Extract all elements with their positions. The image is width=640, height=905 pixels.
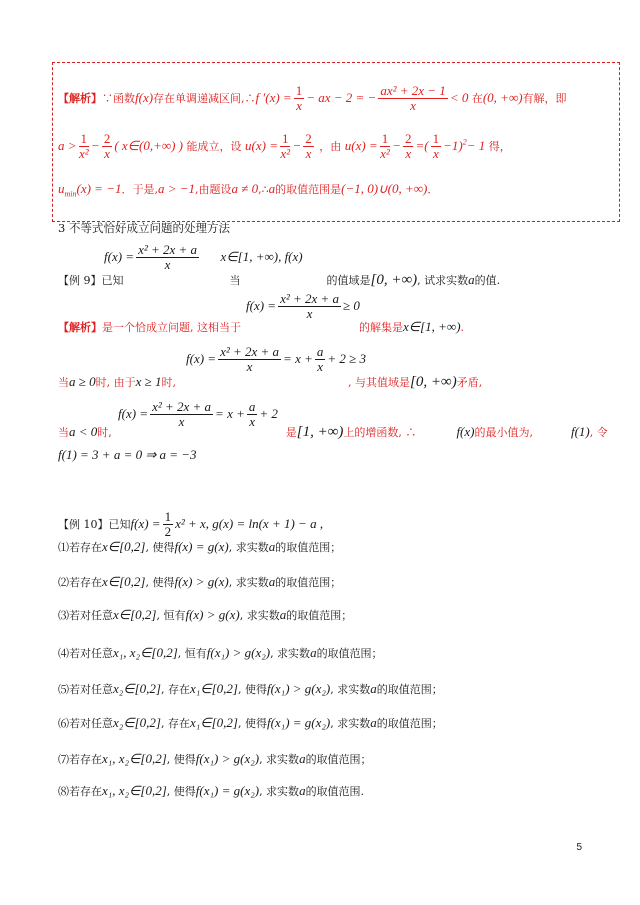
solution-9-final: f(1) = 3 + a = 0 ⇒ a = −3 [58, 447, 197, 462]
math-expr: + 2 ≥ 3 [327, 350, 367, 366]
analysis-text: 矛盾, [456, 376, 483, 389]
example-text: 的值域是 [326, 274, 371, 287]
analysis-text: ,∴ [258, 183, 269, 196]
math-a: a [370, 681, 377, 696]
math-expr: u(x) = [344, 137, 378, 153]
math-expr: f(1) [570, 424, 590, 439]
math-a: a [268, 181, 276, 196]
item-text: , 求实数 [270, 647, 311, 660]
math-interval: [1, +∞) [296, 424, 344, 440]
item-text: , 存在 [160, 683, 190, 696]
fraction: $\frac{2}{x}$ [404, 131, 412, 162]
analysis-tag: 【解析】 [58, 321, 102, 334]
solution-9-case2 [58, 424, 608, 441]
math-expr: = x + [283, 350, 313, 366]
math-cond: x₁∈[0,2] [189, 715, 238, 730]
solution-9-case1-eq [186, 345, 366, 375]
frac-num: x² + 2x + a [280, 291, 340, 306]
math-rel: f(x) = g(x) [174, 539, 229, 554]
analysis-text: 有解，即 [522, 91, 567, 105]
math-cond: x₁, x₂∈[0,2] [102, 783, 167, 798]
item-text: 的取值范围； [316, 647, 383, 660]
math-expr: − [91, 137, 100, 153]
math-rel: f(x₁) = g(x₂) [195, 783, 260, 798]
math-a: a [299, 783, 306, 798]
analysis-text: ∵函数 [102, 91, 135, 105]
math-expr: f(x) = [186, 350, 217, 366]
frac-den: x [178, 414, 185, 430]
item-text: , 使得 [166, 753, 196, 766]
math-expr: < 0 [449, 89, 469, 105]
item-text: ⑺若存在 [58, 753, 102, 766]
item-text: ⑴若存在 [58, 541, 102, 554]
list-item [58, 540, 341, 555]
analysis-text: ． [427, 183, 439, 196]
item-text: 的取值范围； [275, 541, 342, 554]
math-a: a [268, 539, 276, 554]
frac-num: ax² + 2x − 1 [380, 83, 446, 98]
frac-den: x [164, 257, 171, 273]
analysis-text: ,由题设 [195, 183, 232, 196]
list-item [58, 784, 364, 799]
math-cond: x∈[0,2] [113, 607, 157, 622]
frac-num: x² + 2x + a [152, 399, 212, 414]
item-text: 的取值范围； [376, 717, 443, 730]
frac-num: x² + 2x + a [138, 242, 198, 257]
analysis-text: 能成立，设 [186, 139, 242, 153]
list-item [58, 646, 383, 661]
fraction: $\frac{1}{x}$ [295, 83, 303, 114]
math-f: f(x) [135, 89, 154, 105]
item-text: , 求实数 [228, 576, 269, 589]
analysis-text: , 令 [589, 426, 608, 439]
math-u: u [58, 181, 65, 196]
frac-den: x [246, 359, 253, 375]
fraction: $\frac{1}{\text{x²}}$ [280, 131, 291, 162]
analysis-text: 存在单调递减区间,∴ [153, 91, 256, 105]
fraction: $\frac{a}{x}$ [316, 344, 324, 375]
item-text: ⑵若存在 [58, 576, 102, 589]
analysis-text: 在 [471, 91, 483, 105]
list-item [58, 608, 352, 623]
analysis-tag: 【解析】 [58, 91, 102, 105]
example-tag: 【例 9】已知 [58, 274, 124, 287]
math-expr: , g(x) = ln(x + 1) − a , [205, 515, 324, 531]
frac-num: x² + 2x + a [220, 344, 280, 359]
math-rel: f(x) > g(x) [185, 607, 240, 622]
math-sub: min [64, 189, 77, 199]
item-text: , 求实数 [228, 541, 269, 554]
analysis-text: 时, [161, 376, 177, 389]
math-expr: a ≠ 0 [231, 181, 259, 196]
analysis-line-1 [58, 84, 567, 114]
example-text: 当 [229, 274, 241, 287]
item-text: , 使得 [237, 717, 267, 730]
math-expr: = [415, 137, 425, 153]
analysis-text: 时, [97, 426, 112, 439]
fraction [378, 84, 447, 114]
math-expr: − ax − 2 = − [306, 89, 377, 105]
math-interval: (0, +∞) [482, 89, 523, 105]
item-text: , 求实数 [239, 609, 280, 622]
math-rel: f(x₁) = g(x₂) [266, 715, 331, 730]
math-expr: (x) = −1 [76, 181, 122, 196]
math-expr: = x + [215, 405, 245, 421]
item-text: 的取值范围； [286, 609, 353, 622]
item-text: , 恒有 [177, 647, 207, 660]
math-a: a [268, 574, 276, 589]
analysis-text: 的取值范围是 [275, 183, 342, 196]
math-rel: f(x₁) > g(x₂) [206, 645, 271, 660]
math-rel: f(x₁) > g(x₂) [266, 681, 331, 696]
analysis-text: ．于是, [121, 183, 158, 196]
fraction: $\frac{2}{x}$ [103, 131, 111, 162]
example-9-def [58, 243, 303, 273]
solution-9-ineq [246, 292, 360, 322]
math-expr: − 1 [466, 137, 486, 153]
analysis-line-3 [58, 182, 438, 199]
math-cond: x₁, x₂∈[0,2] [102, 751, 167, 766]
analysis-text: 是 [285, 426, 297, 439]
math-a: a [370, 715, 377, 730]
math-cond: x₂∈[0,2] [113, 681, 161, 696]
math-rel: f(x₁) > g(x₂) [195, 751, 260, 766]
item-text: 的取值范围； [275, 576, 342, 589]
frac-den: x [410, 98, 416, 114]
math-expr: ≥ 0 [343, 297, 360, 313]
fraction: $\frac{1}{2}$ [164, 509, 172, 540]
math-cond: x₁∈[0,2] [189, 681, 238, 696]
analysis-text: . [460, 321, 465, 334]
page-number: 5 [576, 842, 582, 853]
item-text: , 恒有 [156, 609, 186, 622]
item-text: ⑻若存在 [58, 785, 102, 798]
math-a: a [468, 272, 475, 287]
example-9-line [58, 272, 500, 289]
item-text: , 求实数 [259, 753, 300, 766]
math-a: a [310, 645, 317, 660]
math-a: a [299, 751, 306, 766]
math-expr: f(x) = [118, 405, 149, 421]
fraction: $\frac{1}{x}$ [432, 131, 440, 162]
item-text: ⑶若对任意 [58, 609, 113, 622]
math-range: [0, +∞) [370, 272, 418, 288]
item-text: ⑹若对任意 [58, 717, 113, 730]
math-expr: + 2 [259, 405, 278, 421]
analysis-text: 的解集是 [359, 321, 403, 334]
item-text: , 求实数 [259, 785, 300, 798]
analysis-text: 是一个恰成立问题, 这相当于 [102, 321, 241, 334]
list-item [58, 575, 341, 590]
analysis-text: 得， [488, 139, 511, 153]
item-text: 的取值范围； [376, 683, 443, 696]
item-text: , 使得 [145, 576, 175, 589]
solution-9-line-1 [58, 320, 464, 335]
fraction [278, 292, 341, 322]
fraction [218, 345, 281, 375]
math-range: (−1, 0)∪(0, +∞) [341, 181, 428, 196]
list-item [58, 752, 372, 767]
list-item [58, 682, 443, 697]
math-domain: x∈[1, +∞), f(x) [220, 248, 303, 264]
fraction: $\frac{a}{x}$ [248, 399, 256, 430]
math-cond: x∈[0,2] [102, 574, 146, 589]
analysis-text: 上的增函数, ∴ [343, 426, 417, 439]
analysis-text: 的最小值为, [474, 426, 533, 439]
item-text: , 求实数 [330, 683, 371, 696]
analysis-text: ，由 [319, 139, 342, 153]
analysis-text: 当 [58, 426, 69, 439]
math-expr: u(x) = [245, 137, 278, 153]
math-expr: f(x) = [130, 515, 161, 531]
math-cond: ( x∈(0,+∞) ) [114, 137, 184, 153]
math-expr: f(x) = [246, 297, 277, 313]
item-text: , 存在 [160, 717, 190, 730]
math-expr: a > −1 [157, 181, 196, 196]
example-text: 的值. [474, 274, 501, 287]
math-expr: a < 0 [69, 424, 98, 439]
fraction [136, 243, 199, 273]
item-text: 的取值范围； [305, 753, 372, 766]
math-expr: a > [58, 137, 77, 153]
math-expr: f(x) [456, 424, 475, 439]
math-cond: x₂∈[0,2] [113, 715, 161, 730]
math-expr: a ≥ 0 [69, 374, 96, 389]
math-set: x∈[1, +∞) [403, 319, 461, 334]
section-heading: 3 不等式恰好成立问题的处理方法 [58, 221, 230, 235]
analysis-text: , 与其值域是 [348, 376, 411, 389]
math-rel: f(x) > g(x) [174, 574, 229, 589]
item-text: , 求实数 [330, 717, 371, 730]
example-text: , 试求实数 [417, 274, 469, 287]
math-fprime: f ′(x) = [255, 89, 292, 105]
list-item [58, 716, 443, 731]
item-text: ⑸若对任意 [58, 683, 113, 696]
math-cond: x₁, x₂∈[0,2] [113, 645, 178, 660]
item-text: , 使得 [145, 541, 175, 554]
item-text: ⑷若对任意 [58, 647, 113, 660]
fraction: $\frac{1}{\text{x²}}$ [78, 131, 89, 162]
analysis-line-2: a > $\frac{1}{\text{x²}}$ − $\frac{2}{x}$ ( x∈(0,+∞) ) 能成立，设 u(x) = $\frac{1}{\text{x²}}$ − $\frac{2}{x}$ ，由 u(x) = $\frac{1}{\text{x²}}$ − $\frac{2}{x}$ =( $\frac{1}{x}$ −1)$^2$− 1 得， [58, 131, 511, 162]
item-text: , 使得 [166, 785, 196, 798]
math-expr: x² + x [175, 515, 206, 531]
analysis-text: 当 [58, 376, 69, 389]
solution-9-case1 [58, 374, 482, 391]
math-expr: x ≥ 1 [135, 374, 162, 389]
math-range: [0, +∞) [410, 374, 457, 390]
math-a: a [279, 607, 287, 622]
item-text: , 使得 [237, 683, 267, 696]
example-10-def [58, 510, 323, 540]
example-tag: 【例 10】已知 [58, 517, 131, 531]
math-cond: x∈[0,2] [102, 539, 146, 554]
frac-den: x [306, 306, 313, 322]
analysis-text: 时, 由于 [95, 376, 136, 389]
fraction: $\frac{2}{x}$ [305, 131, 312, 162]
math-expr: f(x) = [104, 248, 135, 264]
item-text: 的取值范围. [305, 785, 365, 798]
fraction: $\frac{1}{\text{x²}}$ [380, 131, 390, 162]
